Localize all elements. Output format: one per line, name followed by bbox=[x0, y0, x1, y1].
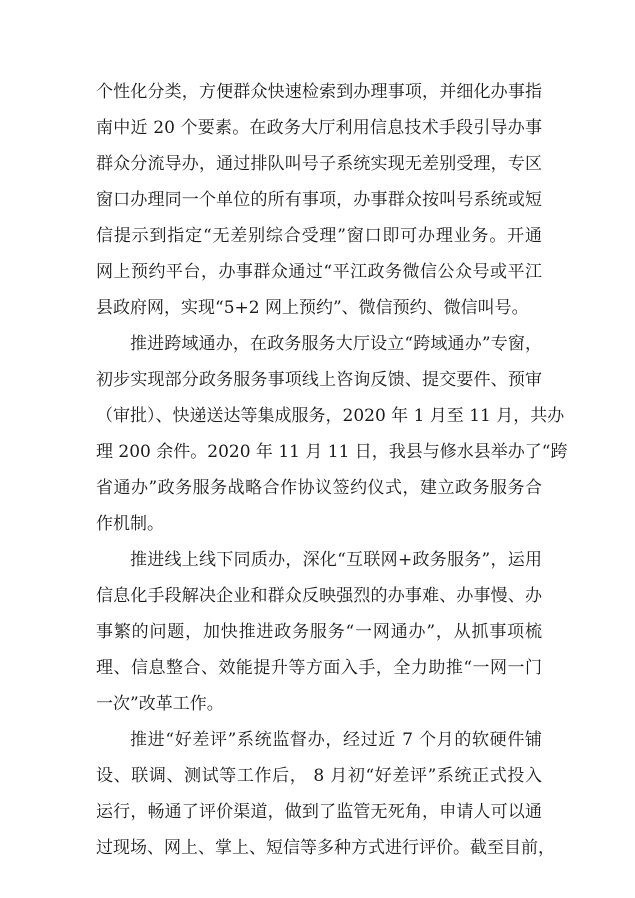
text-line: 个性化分类，方便群众快速检索到办理事项，并细化办事指 bbox=[96, 82, 542, 102]
paragraph-first-line: 推进跨域通办，在政务服务大厅设立“跨域通办”专窗， bbox=[130, 334, 542, 354]
text-line: 设、联调、测试等工作后， 8 月初“好差评”系统正式投入 bbox=[96, 766, 542, 786]
text-line: 窗口办理同一个单位的所有事项，办事群众按叫号系统或短 bbox=[96, 190, 542, 210]
text-line: 一次”改革工作。 bbox=[96, 694, 224, 714]
text-line: 县政府网，实现“5+2 网上预约”、微信预约、微信叫号。 bbox=[96, 298, 529, 318]
text-line: 初步实现部分政务服务事项线上咨询反馈、提交要件、预审 bbox=[96, 370, 542, 390]
text-line: 理 200 余件。2020 年 11 月 11 日，我县与修水县举办了“跨 bbox=[96, 442, 568, 462]
text-line: 运行，畅通了评价渠道，做到了监管无死角，申请人可以通 bbox=[96, 802, 542, 822]
text-line: 事繁的问题，加快推进政务服务“一网通办”，从抓事项梳 bbox=[96, 622, 542, 642]
text-line: 作机制。 bbox=[96, 514, 164, 534]
paragraph-first-line: 推进线上线下同质办，深化“互联网+政务服务”，运用 bbox=[130, 550, 542, 570]
text-line: 过现场、网上、掌上、短信等多种方式进行评价。截至目前， bbox=[96, 838, 555, 858]
text-line: 理、信息整合、效能提升等方面入手，全力助推“一网一门 bbox=[96, 658, 542, 678]
text-line: 信息化手段解决企业和群众反映强烈的办事难、办事慢、办 bbox=[96, 586, 542, 606]
text-line: 信提示到指定“无差别综合受理”窗口即可办理业务。开通 bbox=[96, 226, 542, 246]
paragraph-first-line: 推进“好差评”系统监督办，经过近 7 个月的软硬件铺 bbox=[130, 730, 542, 750]
text-line: 南中近 20 个要素。在政务大厅利用信息技术手段引导办事 bbox=[96, 118, 542, 138]
text-line: 网上预约平台，办事群众通过“平江政务微信公众号或平江 bbox=[96, 262, 542, 282]
text-line: 省通办”政务服务战略合作协议签约仪式，建立政务服务合 bbox=[96, 478, 542, 498]
text-line: （审批）、快递送达等集成服务，2020 年 1 月至 11 月，共办 bbox=[96, 406, 565, 426]
text-line: 群众分流导办，通过排队叫号子系统实现无差别受理，专区 bbox=[96, 154, 542, 174]
